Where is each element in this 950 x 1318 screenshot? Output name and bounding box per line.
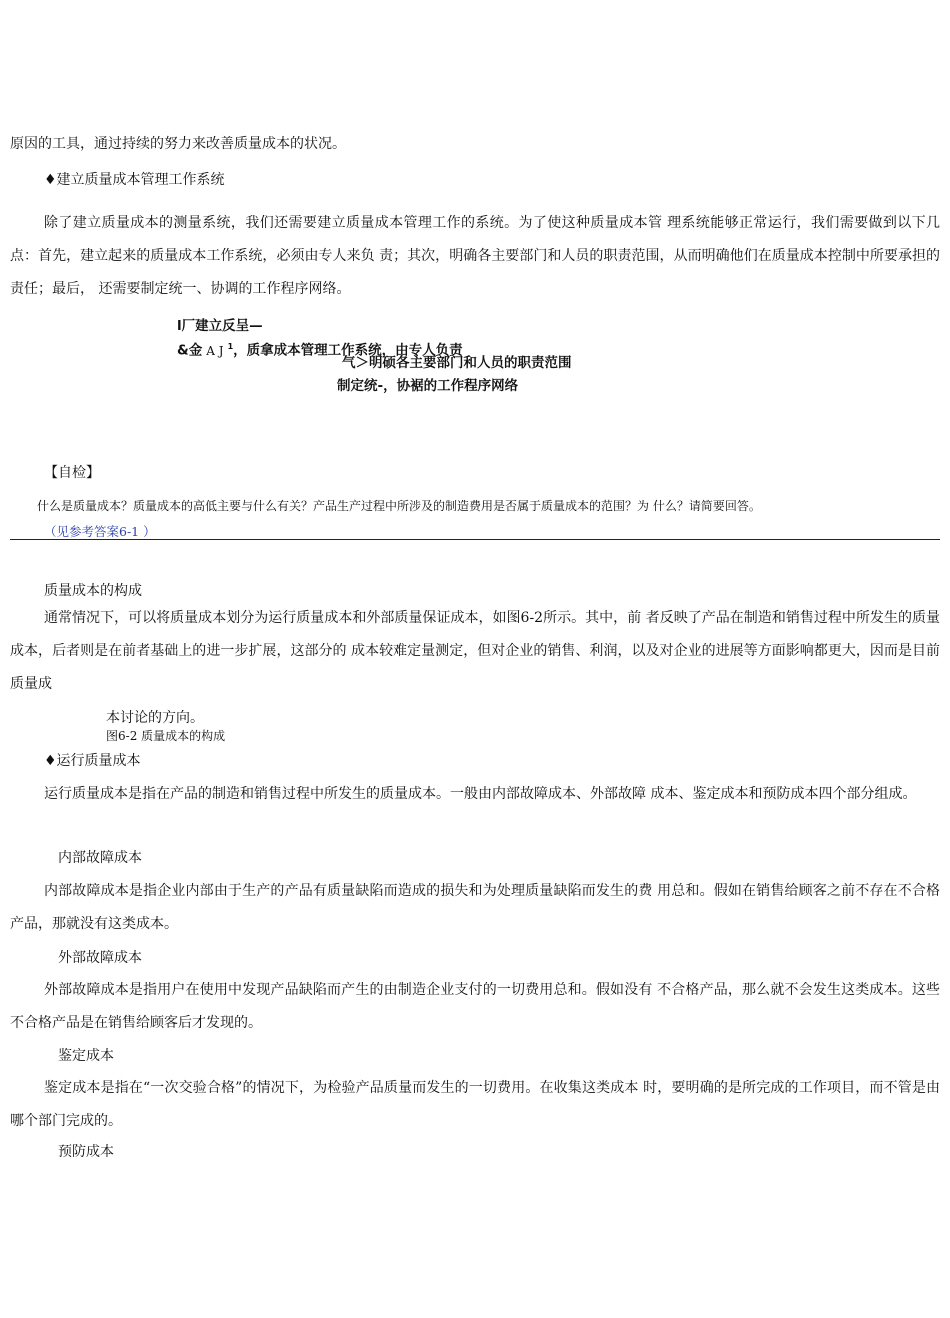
figure-line-3: 气＞明硕各主要部门和人员的职责范围 [342,355,572,371]
paragraph-structure-end: 本讨论的方向。 [106,710,204,726]
figure-line-2-sup: 1 [227,342,234,351]
heading-external-failure-cost: 外部故障成本 [58,950,142,966]
paragraph-external-failure-cost: 外部故障成本是指用户在使用中发现产品缺陷而产生的由制造企业支付的一切费用总和。假如没有 不合格产品，那么就不会发生这类成本。这些不合格产品是在销售给顾客后才发现的。 [10,982,940,1031]
selfcheck-title: 【自检】 [44,465,100,481]
heading-management-system: ♦建立质量成本管理工作系统 [44,172,225,188]
figure-line-4: 制定统-，协裾的工作程序网络 [337,378,519,394]
paragraph-quality-cost-structure: 通常情况下，可以将质量成本划分为运行质量成本和外部质量保证成本，如图6-2所示。其中，前 者反映了产品在制造和销售过程中所发生的质量成本，后者则是在前者基础上的进一步扩展，这部分的 成本较难定量测定，但对企业的销售、利润，以及对企业的进展等方面影响都更大，因而是目前质量成 [10,610,940,692]
heading-prevention-cost: 预防成本 [58,1144,114,1160]
heading-operating-quality-cost: ♦运行质量成本 [44,753,141,769]
figure-line-2-prefix: &金 [177,342,203,359]
paragraph-intro-end: 原因的工具，通过持续的努力来改善质量成本的状况。 [10,136,346,152]
paragraph-operating-quality-cost: 运行质量成本是指在产品的制造和销售过程中所发生的质量成本。一般由内部故障成本、外部故障 成本、鉴定成本和预防成本四个部分组成。 [44,786,917,802]
figure-line-2-text: ，质拿成本管理工作系统，由专人负责 [233,342,463,359]
figure-line-1: l厂建立反呈— [177,318,263,334]
paragraph-management-system: 除了建立质量成本的测量系统，我们还需要建立质量成本管理工作的系统。为了使这种质量成本管 理系统能够正常运行，我们需要做到以下几点：首先，建立起来的质量成本工作系统，必须由专人来负 责；其次，明确各主要部门和人员的职责范围，从而明确他们在质量成本控制中所要承担的责任；最后， 还需要制定统一、协调的工作程序网络。 [10,215,940,297]
section-divider [10,539,940,540]
heading-internal-failure-cost: 内部故障成本 [58,850,142,866]
selfcheck-question: 什么是质量成本？质量成本的高低主要与什么有关？产品生产过程中所涉及的制造费用是否属于质量成本的范围？为 什么？请简要回答。 [37,499,761,513]
paragraph-appraisal-cost: 鉴定成本是指在“一次交验合格”的情况下，为检验产品质量而发生的一切费用。在收集这类成本 时，要明确的是所完成的工作项目，而不管是由哪个部门完成的。 [10,1080,940,1129]
figure-line-2-garbled: A J [206,343,224,358]
paragraph-internal-failure-cost: 内部故障成本是指企业内部由于生产的产品有质量缺陷而造成的损失和为处理质量缺陷而发生的费 用总和。假如在销售给顾客之前不存在不合格产品，那就没有这类成本。 [10,883,940,932]
heading-appraisal-cost: 鉴定成本 [58,1048,114,1064]
heading-quality-cost-structure: 质量成本的构成 [44,583,142,599]
figure-caption: 图6-2 质量成本的构成 [106,729,226,743]
selfcheck-reference-link[interactable]: （见参考答案6-1 ） [44,524,156,539]
